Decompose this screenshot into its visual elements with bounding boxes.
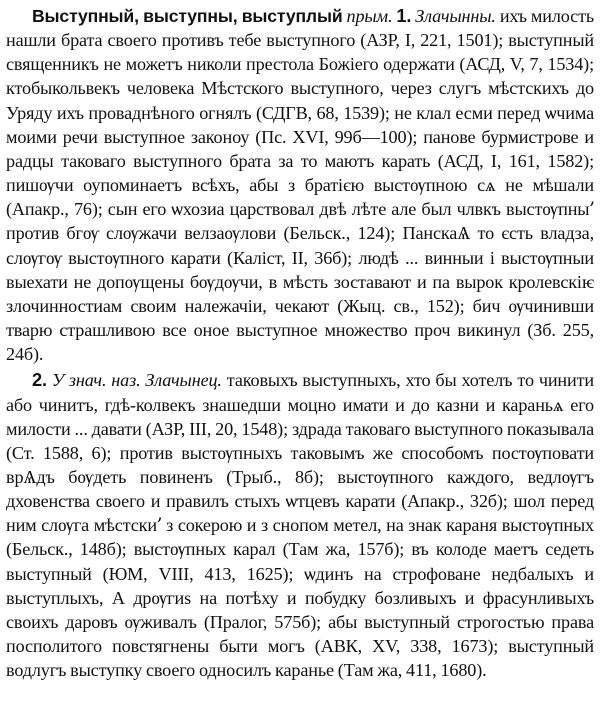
part-of-speech: прым. [346, 6, 393, 26]
sense-text-1: ихъ милость нашли брата своего противъ тебе выступного (АЗР, I, 221, 1501); выступный священникъ не можетъ николи престола Божіего одержати (АСД, V, 7, 1534); ктобыкольвекъ человека Мѣстского выступного, через слугъ мѣстскихъ до Уряду ихъ проваднѣного огнялъ (СДГВ, 68, 1539); не клал есми перед ѡчима моими речи выступное законоу (Пс. XVI, 99б—100); панове бурмистрове и радцы таковаго выступного брата за то маютъ карать (АСД, I, 161, 1582); пишѹчи оупоминаетъ всѣхъ, абы з братією выстѹпною сѧ не мѣшали (Апакр., 76); сын его ѡхозиа царствовал двѣ лѣте але был члвкъ выстѹпны՚ против бгѹ слѹжачи велзаѹлови (Бельск., 124); ПанскаѦ то єсть владза, слѹгѹ выстѹпного карати (Каліст, II, 36б); людѣ ... винныи і выстѹпныи выехати не допѹщены бѹдѹчи, в мѣсть зоставают и па вырок кролевскіѥ злочинностиам своим належачіи, чекают (Жыц. св., 152); бич ѹчинивши тварю страшливою все оное выступное множество проч викинул (Зб. 255, 24б). [6, 6, 595, 365]
sense-number-2: 2. [32, 370, 47, 391]
entry-sense-2 [6, 368, 594, 682]
sense-gloss-1: Злачынны. [415, 6, 496, 26]
sense-gloss-2: У знач. наз. Злачынец. [51, 370, 222, 391]
sense-number-1: 1. [396, 6, 412, 26]
sense-text-2: таковыхъ выступныхъ, хто бы хотелъ то чинити або чинитъ, гдѣ-колвекъ знашедши моцно имати и до казни и караньѧ его милости ... давати (АЗР, III, 20, 1548); здрада таковаго выступного показывала (Ст. 1588, 6); против выстѹпныхъ таковымъ же способомъ постѹповати врѦдъ бѹдеть повиненъ (Трыб., 8б); выстѹпного каждого, ведлѹгъ дховенства своего и правилъ стыхъ ѡтцевъ карати (Апакр., 32б); шол перед ним слѹга мѣстски՚ з сокерою и з снопом метел, на знак караня выстѹпных (Бельск., 148б); выстѹпных карал (Там жа, 157б); въ колоде маетъ седеть выступный (ЮМ, VIII, 413, 1625); ѡдинъ на строфоване недбалыхъ и выступлыхъ, А дрѹгиѕ на потѣху и побудку бозливыхъ и фрасунливыхъ своихъ даровъ ѹживалъ (Пралог, 575б); абы выступный строгостью права посполитого повстягнены быти могъ (АВК, XV, 338, 1673); выступный водлугъ выступку своего односилъ каранье (Там жа, 411, 1680). [6, 370, 594, 681]
entry-sense-1 [6, 4, 594, 366]
headword: Выступный, выступны, выступлый [32, 6, 343, 26]
